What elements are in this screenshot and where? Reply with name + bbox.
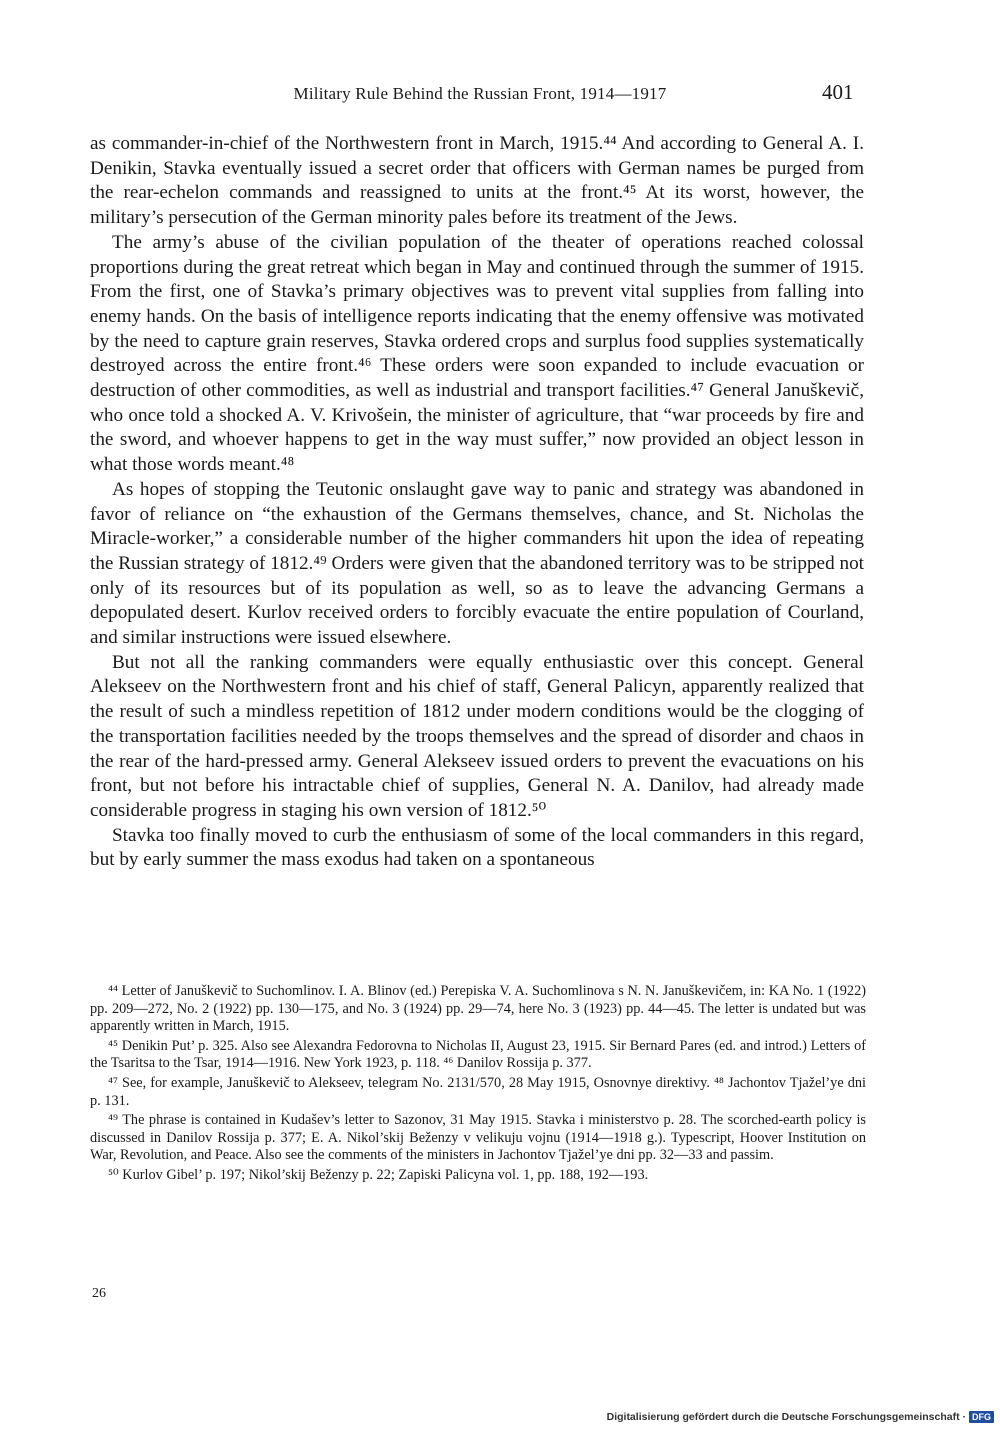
signature-mark: 26: [92, 1286, 106, 1301]
paragraph: But not all the ranking commanders were equally enthusiastic over this concept. General Alekseev on the Northwestern front and his chief of staff, General Palicyn, apparently realized that the result of such a mindless repetition of 1812 under modern conditions would be the clogging of the transportation facilities needed by the troops themselves and the spread of disorder and chaos in the rear of the hard-pressed army. General Alekseev issued orders to prevent the evacuations on his front, but not before his intractable chief of supplies, General N. A. Danilov, had already made considerable progress in staging his own version of 1812.⁵⁰: [90, 651, 864, 821]
paragraph: As hopes of stopping the Teutonic onslaught gave way to panic and strategy was abandoned in favor of reliance on “the exhaustion of the Germans themselves, chance, and St. Nicholas the Miracle-worker,” a considerable number of the higher commanders hit upon the idea of repeating the Russian strategy of 1812.⁴⁹ Orders were given that the abandoned territory was to be stripped not only of its resources but of its population as well, so as to leave the advancing Germans a depopulated desert. Kurlov received orders to forcibly evacuate the entire population of Courland, and similar instructions were issued elsewhere.: [90, 478, 864, 649]
footnote: ⁴⁹ The phrase is contained in Kudašev’s letter to Sazonov, 31 May 1915. Stavka i ministerstvo p. 28. The scorched-earth policy is discussed in Danilov Rossija p. 377; E. A. Nikol’skij Beženzy v velikuju vojnu (1914—1918 g.). Typescript, Hoover Institution on War, Revolution, and Peace. Also see the comments of the ministers in Jachontov Tjažel’ye dni pp. 32—33 and passim.: [90, 1112, 866, 1164]
footnote: ⁴⁷ See, for example, Januškevič to Alekseev, telegram No. 2131/570, 28 May 1915, Osnovnye direktivy. ⁴⁸ Jachontov Tjažel’ye dni p. 131.: [90, 1074, 866, 1109]
paragraph: as commander-in-chief of the Northwestern front in March, 1915.⁴⁴ And according to General A. I. Denikin, Stavka eventually issued a secret order that officers with German names be purged from the rear-echelon commands and reassigned to units at the front.⁴⁵ At its worst, however, the military’s persecution of the German minority pales before its treatment of the Jews.: [90, 133, 864, 229]
page-number: 401: [822, 80, 854, 104]
footnote: ⁵⁰ Kurlov Gibel’ p. 197; Nikol’skij Beženzy p. 22; Zapiski Palicyna vol. 1, pp. 188, 192—193.: [108, 1166, 649, 1183]
dfg-logo: DFG: [969, 1411, 994, 1423]
footnotes: [90, 983, 866, 1187]
paragraph: Stavka too finally moved to curb the enthusiasm of some of the local commanders in this regard, but by early summer the mass exodus had taken on a spontaneous: [90, 824, 864, 871]
digitization-credit: [592, 1409, 994, 1425]
body-text: [90, 132, 864, 873]
digitization-note: Digitalisierung gefördert durch die Deutsche Forschungsgemeinschaft ·: [606, 1411, 966, 1423]
running-head: Military Rule Behind the Russian Front, 1914—1917: [293, 84, 667, 103]
paragraph: The army’s abuse of the civilian population of the theater of operations reached colossal proportions during the great retreat which began in May and continued through the summer of 1915. From the first, one of Stavka’s primary objectives was to prevent vital supplies from falling into enemy hands. On the basis of intelligence reports indicating that the enemy offensive was motivated by the need to capture grain reserves, Stavka ordered crops and surplus food supplies systematically destroyed across the entire front.⁴⁶ These orders were soon expanded to include evacuation or destruction of other commodities, as well as industrial and transport facilities.⁴⁷ General Januškevič, who once told a shocked A. V. Krivošein, the minister of agriculture, that “war proceeds by fire and the sword, and whoever happens to get in the way must suffer,” now provided an object lesson in what those words meant.⁴⁸: [90, 231, 864, 476]
footnote: ⁴⁵ Denikin Put’ p. 325. Also see Alexandra Fedorovna to Nicholas II, August 23, 1915. Sir Bernard Pares (ed. and introd.) Letters of the Tsaritsa to the Tsar, 1914—1916. New York 1923, p. 118. ⁴⁶ Danilov Rossija p. 377.: [90, 1037, 866, 1072]
footnote: ⁴⁴ Letter of Januškevič to Suchomlinov. I. A. Blinov (ed.) Perepiska V. A. Suchomlinova s N. N. Januškevičem, in: KA No. 1 (1922) pp. 209—272, No. 2 (1922) pp. 130—175, and No. 3 (1924) pp. 29—74, here No. 3 (1923) pp. 44—45. The letter is undated but was apparently written in March, 1915.: [90, 983, 866, 1035]
